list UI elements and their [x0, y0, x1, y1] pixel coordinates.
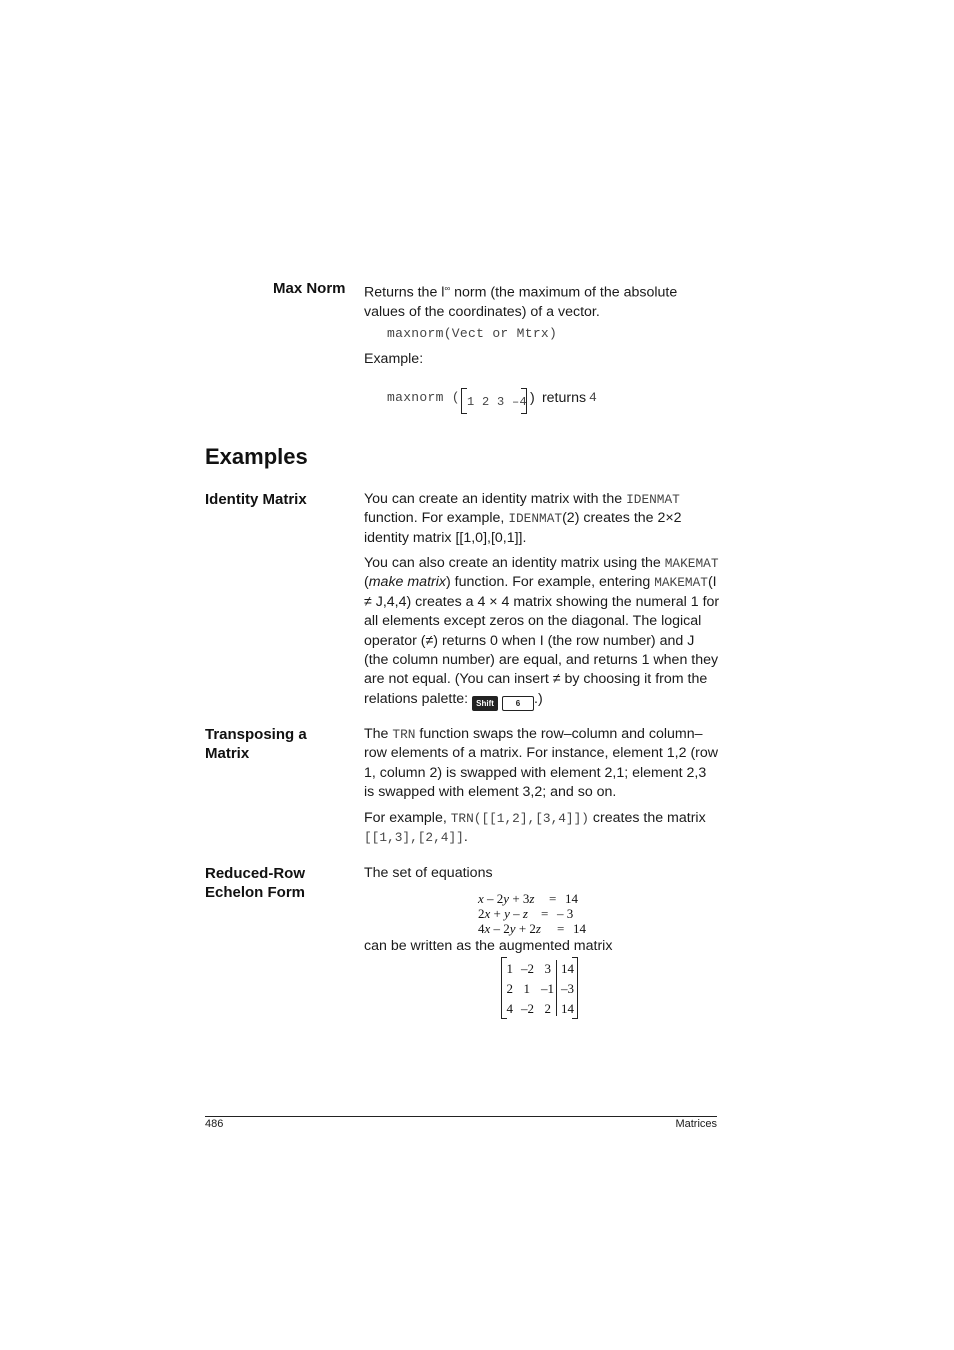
example-vector: 1 2 3 –4 — [467, 395, 528, 409]
matrix-cell: 4 — [506, 1001, 513, 1016]
transpose-paragraph-1: The TRN function swaps the row–column and column–row elements of a matrix. For instance, element 1,2 (row 1, column 2) is swapped with element 2,1; element 2,3 is swapped with element 3,2; and so on. — [364, 726, 719, 801]
identity-paragraph-1: You can create an identity matrix with the IDENMAT function. For example, IDENMAT(2) creates the 2×2 identity matrix [[1,0],[0,1]]. — [364, 491, 682, 546]
matrix-cell: 2 — [506, 981, 513, 996]
matrix-cell: 3 — [544, 961, 551, 976]
example-function: maxnorm ( — [387, 390, 460, 405]
page-number: 486 — [205, 1118, 224, 1130]
equation-3-sign: = — [557, 921, 565, 936]
equation-1-sign: = — [549, 891, 557, 906]
matrix-cell: –1 — [541, 981, 554, 996]
equation-2-rhs: – 3 — [557, 906, 574, 921]
matrix-cell: 14 — [561, 961, 574, 976]
equation-3-rhs: 14 — [573, 921, 586, 936]
equation-1-rhs: 14 — [565, 891, 578, 906]
equation-system — [477, 891, 617, 937]
footer-rule — [205, 1116, 717, 1117]
identity-matrix-heading: Identity Matrix — [205, 491, 307, 508]
key-6-icon: 6 — [502, 696, 534, 711]
rref-heading: Reduced-Row Echelon Form — [205, 865, 306, 901]
vector-right-bracket — [521, 388, 527, 414]
max-norm-heading: Max Norm — [273, 280, 346, 297]
shift-key-icon: Shift — [472, 696, 498, 711]
equation-2-sign: = — [541, 906, 549, 921]
max-norm-syntax: maxnorm(Vect or Mtrx) — [387, 326, 558, 341]
chapter-name: Matrices — [675, 1118, 717, 1130]
equation-3-lhs: 4x – 2y + 2z — [478, 921, 541, 936]
identity-paragraph-2: You can also create an identity matrix using the MAKEMAT (make matrix) function. For example, entering MAKEMAT(I ≠ J,4,4) creates a 4 × 4 matrix showing the numeral 1 for all elements except zeros on the diagonal. The logical operator (≠) returns 0 when I (the row number) and J (the column number) are equal, and returns 1 when they are not equal. (You can insert ≠ by choosing it from the relations palette: Shift 6 .) — [364, 554, 720, 711]
rref-outro: can be written as the augmented matrix — [364, 938, 613, 954]
section-title: Examples — [205, 444, 308, 469]
transpose-heading: Transposing a Matrix — [205, 726, 307, 762]
matrix-cell: 1 — [506, 961, 513, 976]
max-norm-description: Returns the l∞ norm (the maximum of the absolute values of the coordinates) of a vector. — [364, 284, 678, 321]
rref-intro: The set of equations — [364, 865, 493, 881]
example-label: Example: — [364, 351, 424, 367]
matrix-cell: 2 — [544, 1001, 551, 1016]
equation-1-lhs: x – 2y + 3z — [478, 891, 535, 906]
example-result: 4 — [589, 390, 598, 405]
matrix-cell: –2 — [521, 961, 534, 976]
transpose-paragraph-2: For example, TRN([[1,2],[3,4]]) creates the matrix [[1,3],[2,4]]. — [364, 810, 706, 846]
example-close-paren: ) — [530, 390, 535, 406]
equation-2-lhs: 2x + y – z — [478, 906, 528, 921]
augmented-matrix — [500, 956, 580, 1020]
example-returns-text: returns — [538, 390, 591, 406]
matrix-cell: 14 — [561, 1001, 574, 1016]
matrix-cell: –2 — [521, 1001, 534, 1016]
matrix-cell: 1 — [523, 981, 530, 996]
matrix-cell: –3 — [561, 981, 574, 996]
